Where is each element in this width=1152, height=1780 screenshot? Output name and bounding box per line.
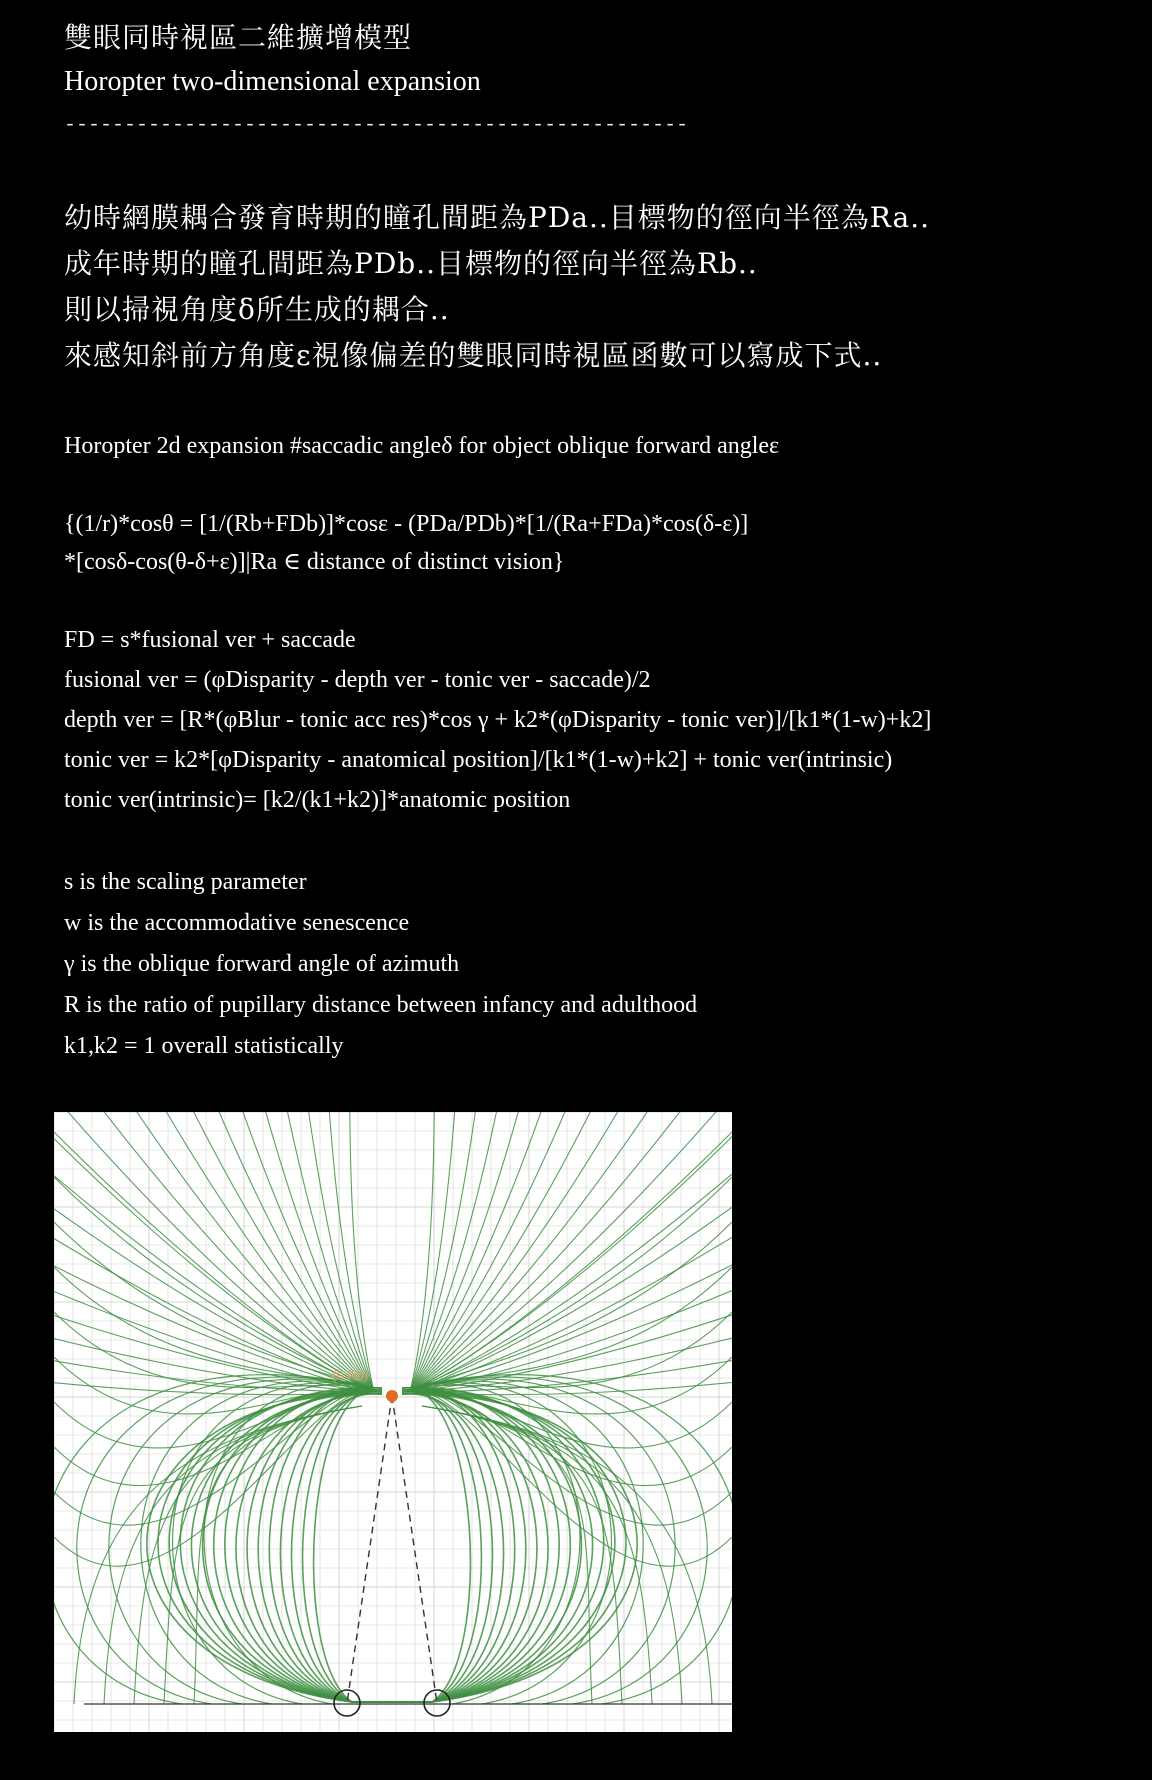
definition-s: s is the scaling parameter <box>64 869 307 895</box>
fixation-point <box>386 1390 398 1402</box>
formula-fusional-ver: fusional ver = (φDisparity - depth ver - tonic ver - saccade)/2 <box>64 667 651 693</box>
formula-tonic-ver-intrinsic: tonic ver(intrinsic)= [k2/(k1+k2)]*anatomic position <box>64 787 571 813</box>
definition-k: k1,k2 = 1 overall statistically <box>64 1033 344 1059</box>
horopter-curve <box>303 1390 482 1702</box>
title-en: Horopter two-dimensional expansion <box>64 66 481 97</box>
horopter-curve <box>410 1112 639 1392</box>
horopter-curve <box>145 1112 374 1392</box>
horopter-curve <box>406 1132 732 1392</box>
intro-line-1: 幼時網膜耦合發育時期的瞳孔間距為PDa..目標物的徑向半徑為Ra.. <box>64 201 931 234</box>
horopter-curve <box>350 1112 374 1392</box>
right-sightline <box>392 1396 437 1703</box>
horopter-curve <box>82 1112 374 1392</box>
formula-fd: FD = s*fusional ver + saccade <box>64 627 356 653</box>
fixation-point-label: (0,Rb) <box>332 1368 369 1383</box>
horopter-figure <box>54 1112 732 1732</box>
equation-line-2: *[cosδ-cos(θ-δ+ε)]|Ra ∈ distance of distinct vision} <box>64 549 565 575</box>
horopter-curve <box>417 1381 643 1704</box>
definition-r: R is the ratio of pupillary distance between infancy and adulthood <box>64 992 698 1018</box>
horopter-curve <box>54 1132 378 1392</box>
horopter-curve <box>410 1112 702 1392</box>
horopter-curve <box>406 1390 732 1525</box>
subtitle-en: Horopter 2d expansion #saccadic angleδ for object oblique forward angleε <box>64 433 780 459</box>
horopter-curve <box>247 1392 537 1702</box>
horopter-curve <box>104 1406 362 1704</box>
horopter-curve <box>194 1406 362 1704</box>
definition-w: w is the accommodative senescence <box>64 910 410 936</box>
horopter-curve <box>213 1112 374 1392</box>
divider: ---------------------------------------------------- <box>64 114 689 137</box>
intro-line-4: 來感知斜前方角度ε視像偏差的雙眼同時視區函數可以寫成下式.. <box>64 339 883 372</box>
horopter-curve <box>410 1148 732 1392</box>
horopter-curve <box>417 1375 732 1704</box>
horopter-plot <box>54 1112 732 1732</box>
horopter-curve <box>141 1381 367 1704</box>
horopter-curves <box>54 1112 732 1704</box>
horopter-curve <box>158 1392 626 1702</box>
equation-line-1: {(1/r)*cosθ = [1/(Rb+FDb)]*cosε - (PDa/PDb)*[1/(Ra+FDa)*cos(δ-ε)] <box>64 511 749 537</box>
definition-gamma: γ is the oblique forward angle of azimuth <box>64 951 460 977</box>
horopter-curve <box>54 1215 374 1392</box>
horopter-curve <box>54 1181 374 1392</box>
intro-line-2: 成年時期的瞳孔間距為PDb..目標物的徑向半徑為Rb.. <box>64 247 758 280</box>
horopter-curve <box>410 1112 434 1392</box>
intro-line-3: 則以掃視角度δ所生成的耦合.. <box>64 293 450 326</box>
formula-tonic-ver: tonic ver = k2*[φDisparity - anatomical position]/[k1*(1-w)+k2] + tonic ver(intrinsic) <box>64 747 893 773</box>
horopter-curve <box>291 1392 492 1702</box>
horopter-curve <box>406 1390 732 1486</box>
title-zh: 雙眼同時視區二維擴增模型 <box>64 21 413 54</box>
overlay <box>84 1368 732 1716</box>
horopter-curve <box>147 1394 637 1702</box>
formula-depth-ver: depth ver = [R*(φBlur - tonic acc res)*cos γ + k2*(φDisparity - tonic ver)]/[k1*(1-w)+k2] <box>64 707 932 733</box>
left-sightline <box>347 1396 392 1703</box>
